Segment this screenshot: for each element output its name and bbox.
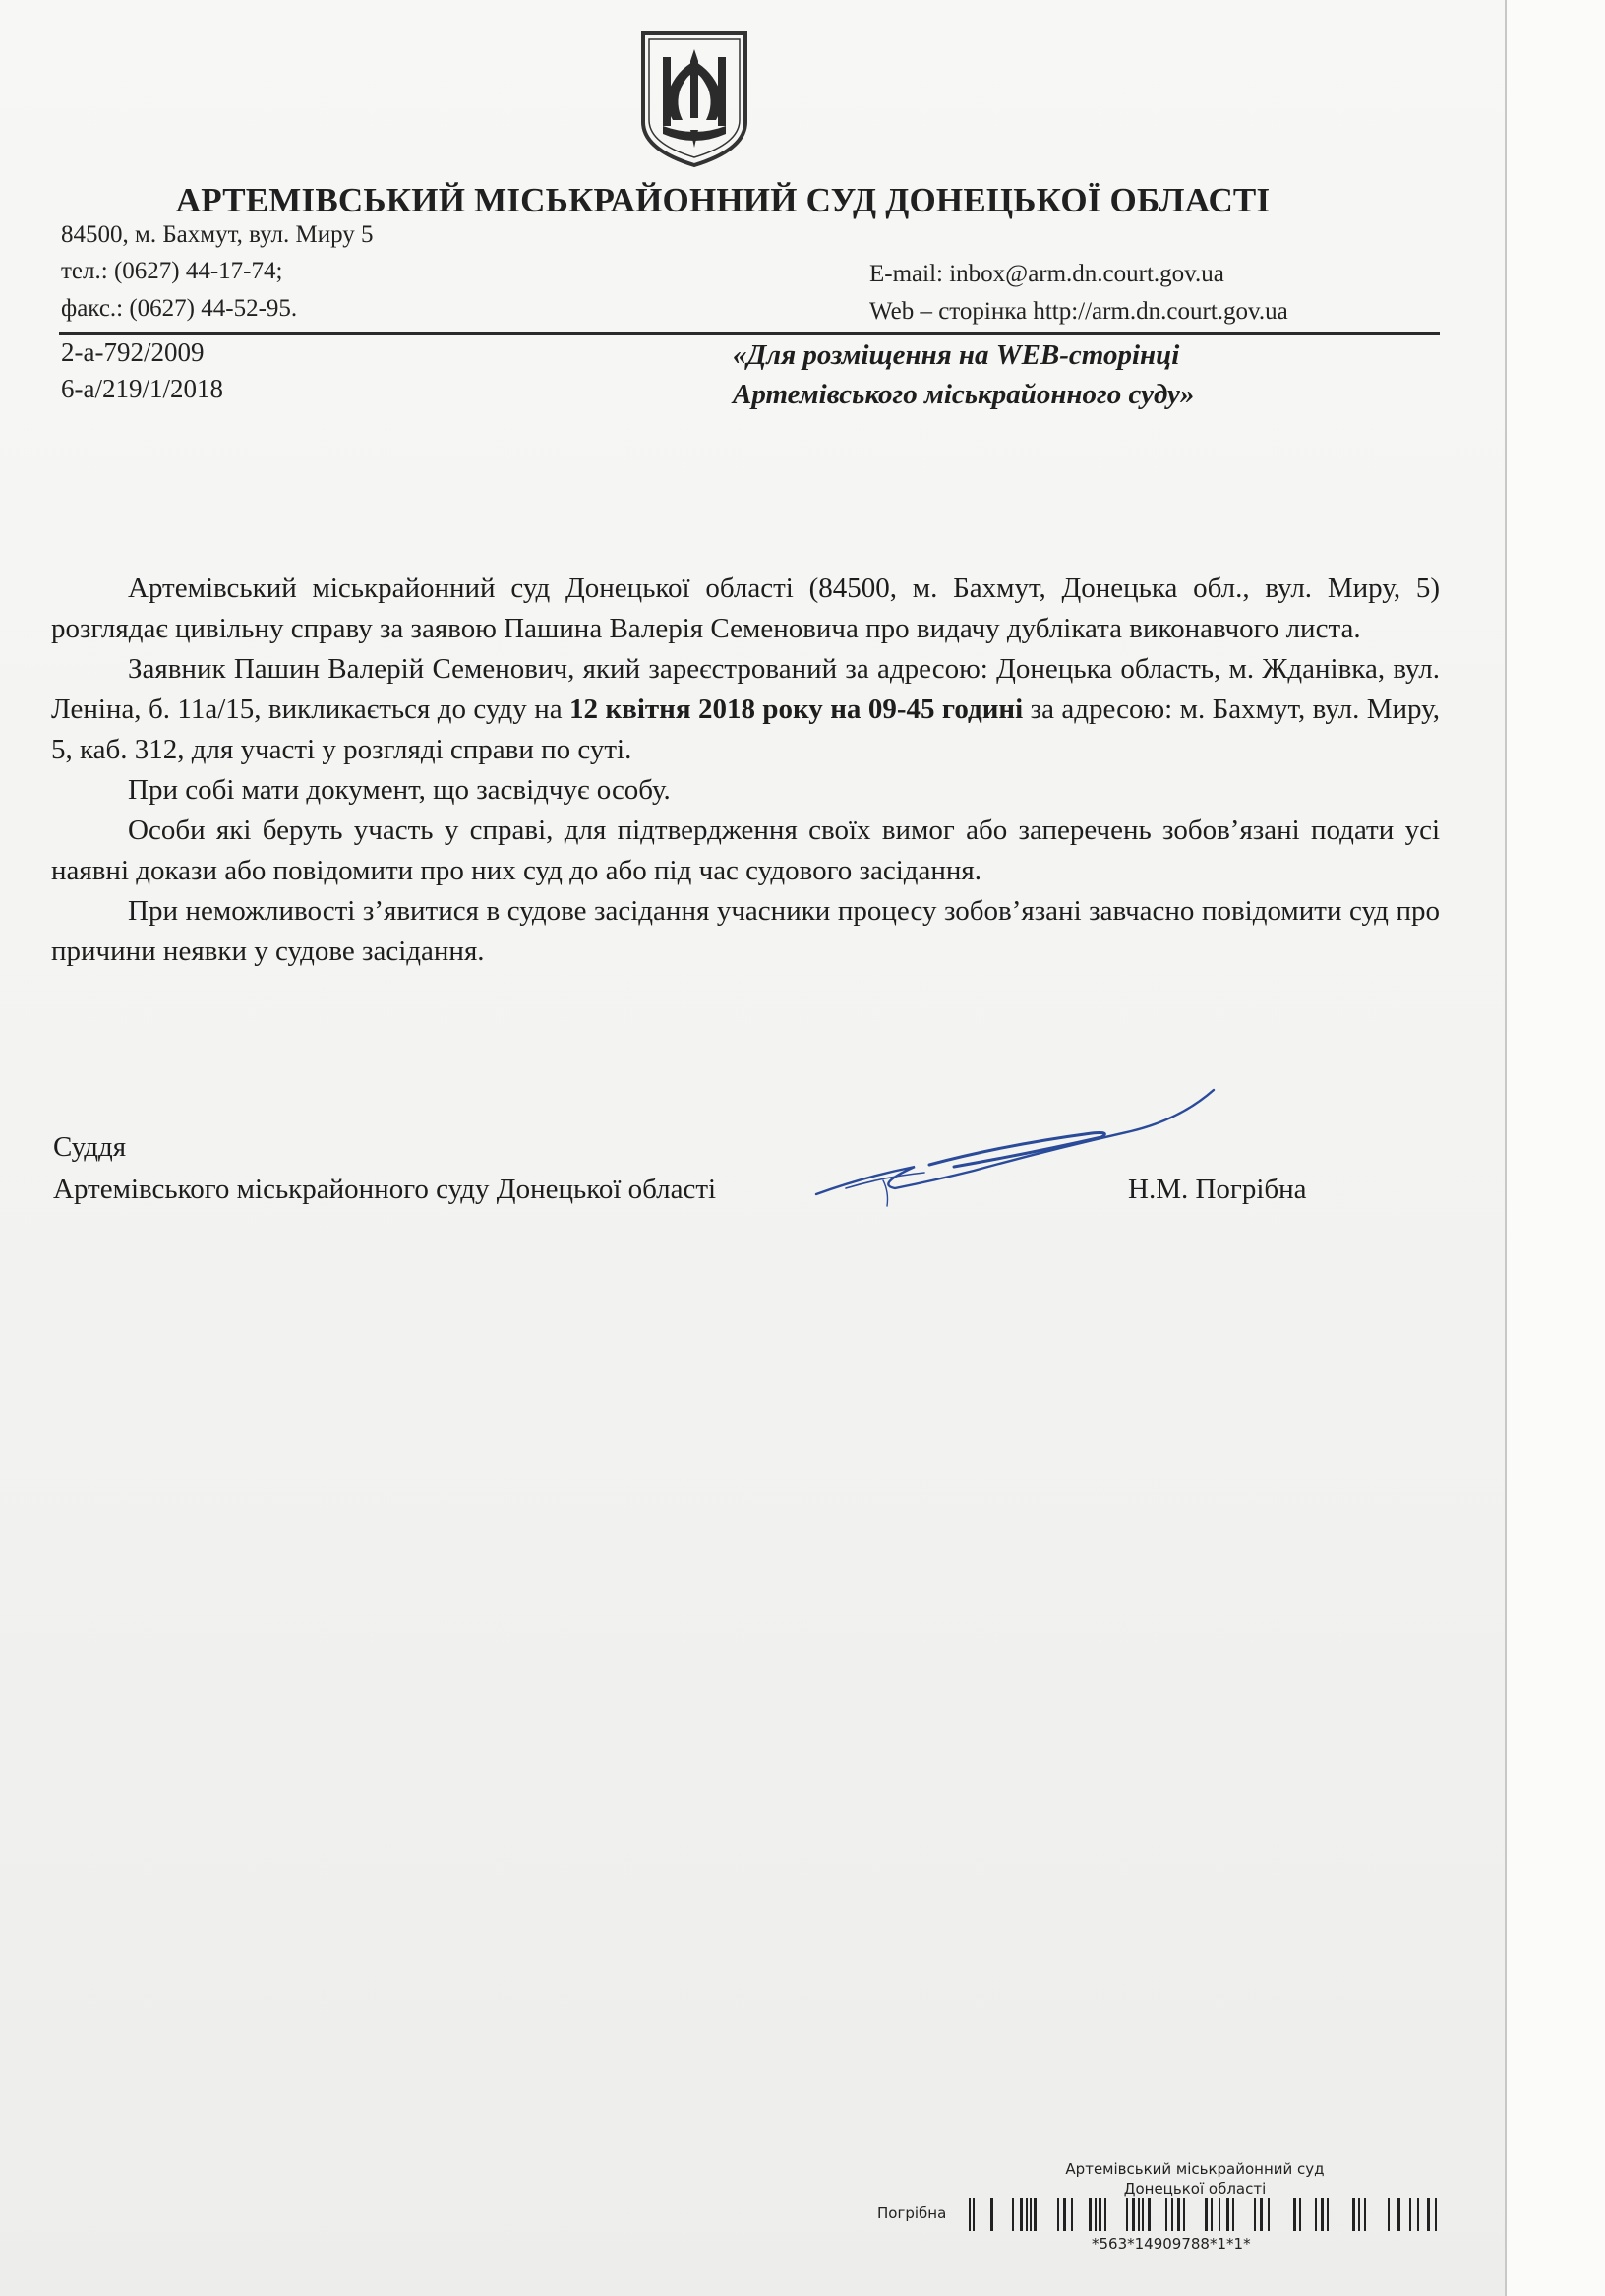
judge-name: Н.М. Погрібна <box>1128 1174 1307 1205</box>
body-paragraph-1: Артемівський міськрайонний суд Донецької області (84500, м. Бахмут, Донецька обл., вул. Миру, 5) розглядає цивільну справу за заявою Пашина Валерія Семеновича про видачу дубліката виконавчого листа. <box>51 573 1440 644</box>
stamp-court-line-2: Донецької області <box>1123 2180 1267 2198</box>
barcode-label: Погрібна <box>877 2205 947 2222</box>
handwritten-signature-icon <box>806 1082 1219 1210</box>
body-paragraph-5: При неможливості з’явитися в судове засідання учасники процесу зобов’язані завчасно повідомити суд про причини неявки у судове засідання. <box>51 895 1440 967</box>
court-email: E-mail: inbox@arm.dn.court.gov.ua <box>869 261 1224 287</box>
web-note-line-2: Артемівського міськрайонного суду» <box>733 379 1195 410</box>
stamp-court-line-1: Артемівський міськрайонний суд <box>1065 2160 1325 2178</box>
barcode-icon <box>969 2198 1441 2231</box>
court-website: Web – сторінка http://arm.dn.court.gov.ua <box>869 298 1288 325</box>
body-paragraph-2-start: Заявник Пашин Валерій Семенович, який зареєстрований за адресою: Донецька область, м. Жданівка, вул. Леніна, б. 11а/15, викликається до суду на <box>51 653 1440 725</box>
page-margin-strip <box>1507 0 1605 2296</box>
case-number-2: 6-а/219/1/2018 <box>61 374 223 403</box>
body-paragraph-2 <box>51 649 1440 770</box>
page-edge <box>1505 0 1507 2296</box>
body-paragraph-2-end: за адресою: м. Бахмут, вул. Миру, 5, каб. 312, для участі у розгляді справи по суті. <box>51 694 1441 765</box>
case-number-1: 2-а-792/2009 <box>61 337 205 367</box>
barcode-number: *563*14909788*1*1* <box>1092 2235 1251 2253</box>
hearing-datetime: 12 квітня 2018 року на 09-45 годині <box>569 694 1024 725</box>
header-divider <box>59 332 1440 335</box>
signature-role: Суддя <box>53 1131 127 1163</box>
coat-of-arms-icon <box>637 28 751 171</box>
notice-body <box>51 569 1440 972</box>
body-paragraph-4: Особи які беруть участь у справі, для підтвердження своїх вимог або заперечень зобов’язані подати усі наявні докази або повідомити про них суд до або під час судового засідання. <box>51 815 1440 886</box>
court-phone: тел.: (0627) 44-17-74; <box>61 258 283 284</box>
body-paragraph-3: При собі мати документ, що засвідчує особу. <box>128 774 671 806</box>
court-name-heading: АРТЕМІВСЬКИЙ МІСЬКРАЙОННИЙ СУД ДОНЕЦЬКОЇ ОБЛАСТІ <box>175 181 1271 219</box>
web-note-line-1: «Для розміщення на WEB-сторінці <box>733 339 1180 371</box>
signature-court: Артемівського міськрайонного суду Донецької області <box>53 1174 717 1205</box>
court-fax: факс.: (0627) 44-52-95. <box>61 295 298 322</box>
court-address: 84500, м. Бахмут, вул. Миру 5 <box>61 221 374 248</box>
